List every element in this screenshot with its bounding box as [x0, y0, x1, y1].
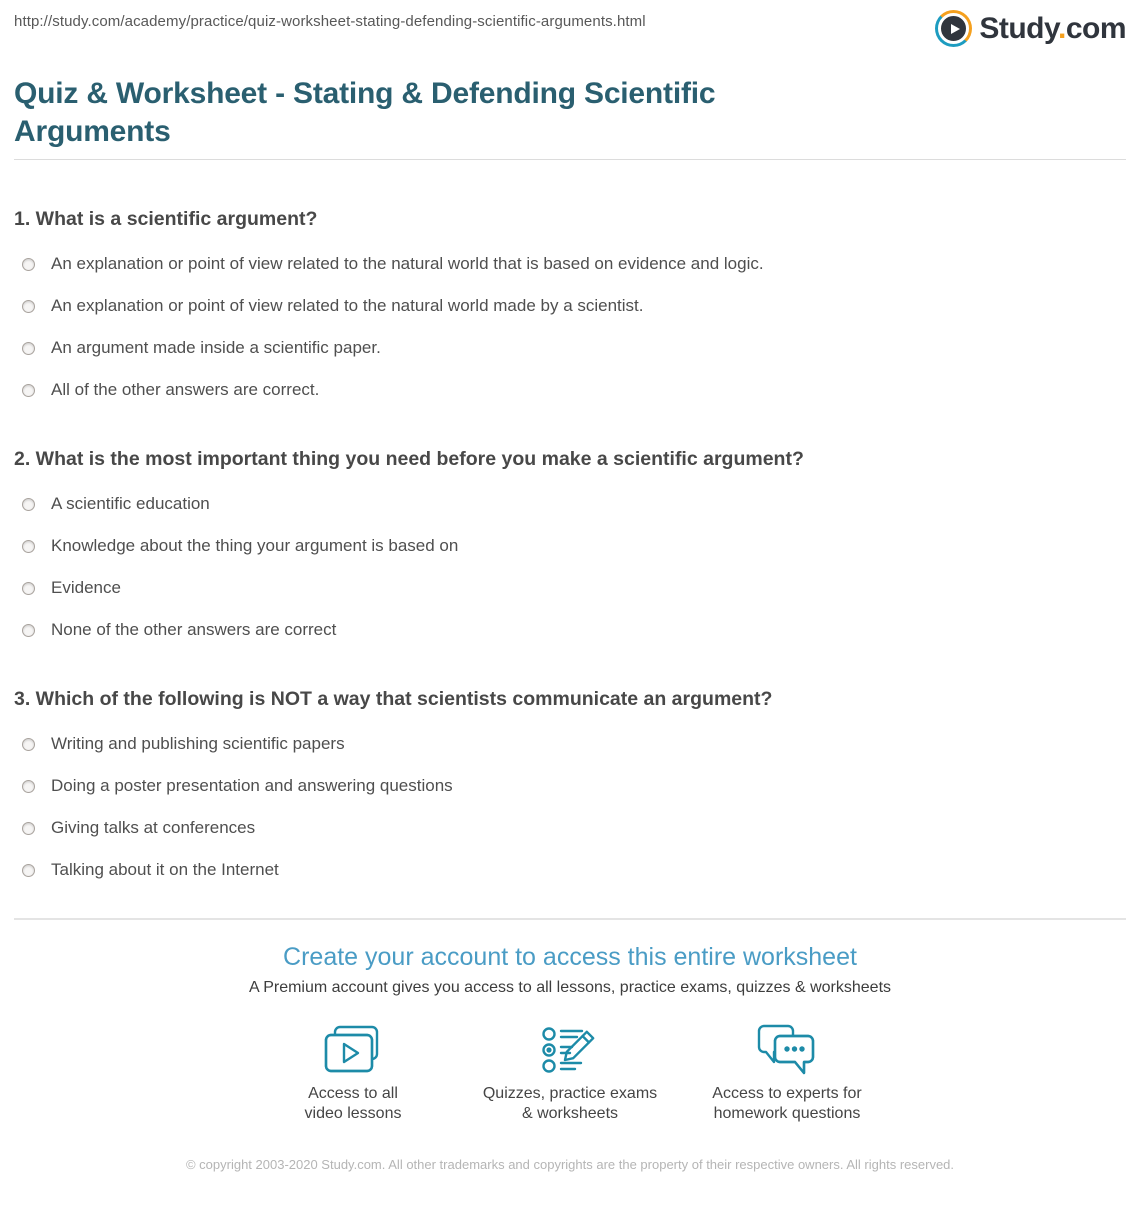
answer-option[interactable] [22, 254, 1126, 274]
feature-list [14, 1024, 1126, 1124]
feature-expert-help [679, 1024, 896, 1124]
studycom-play-icon [935, 10, 972, 47]
radio-button[interactable] [22, 300, 35, 313]
studycom-logo[interactable] [935, 10, 1126, 47]
experts-chat-icon [757, 1024, 817, 1076]
question-2 [14, 446, 1126, 640]
answer-option[interactable] [22, 536, 1126, 556]
answer-option-label: Doing a poster presentation and answering questions [51, 776, 453, 795]
radio-button[interactable] [22, 822, 35, 835]
answer-option-label: Talking about it on the Internet [51, 860, 279, 879]
answer-option-label: An argument made inside a scientific paper. [51, 338, 381, 357]
answer-option-label: A scientific education [51, 494, 210, 513]
radio-button[interactable] [22, 624, 35, 637]
signup-cta-section [14, 942, 1126, 1173]
answer-option[interactable] [22, 734, 1126, 754]
answer-option-label: All of the other answers are correct. [51, 380, 320, 399]
feature-label: Quizzes, practice exams & worksheets [482, 1085, 658, 1122]
answer-option[interactable] [22, 818, 1126, 838]
question-2-title: 2. What is the most important thing you need before you make a scientific argument? [14, 448, 804, 470]
answer-option[interactable] [22, 620, 1126, 640]
cta-heading: Create your account to access this entire worksheet [283, 943, 857, 971]
question-3 [14, 686, 1126, 880]
page-header [14, 0, 1126, 47]
feature-quizzes-worksheets [462, 1024, 679, 1124]
answer-option-label: An explanation or point of view related to the natural world made by a scientist. [51, 296, 644, 315]
question-3-title: 3. Which of the following is NOT a way that scientists communicate an argument? [14, 688, 773, 710]
answer-option[interactable] [22, 776, 1126, 796]
video-lessons-icon [324, 1024, 382, 1076]
answer-option[interactable] [22, 338, 1126, 358]
answer-option-label: None of the other answers are correct [51, 620, 337, 639]
cta-subheading: A Premium account gives you access to all lessons, practice exams, quizzes & worksheets [248, 979, 892, 996]
radio-button[interactable] [22, 384, 35, 397]
copyright-notice: © copyright 2003-2020 Study.com. All other trademarks and copyrights are the property of their respective owners. All rights reserved. [185, 1157, 955, 1172]
question-1 [14, 206, 1126, 400]
answer-option[interactable] [22, 494, 1126, 514]
feature-video-lessons [245, 1024, 462, 1124]
feature-label: Access to experts for homework questions [712, 1085, 862, 1122]
radio-button[interactable] [22, 540, 35, 553]
answer-option[interactable] [22, 296, 1126, 316]
page-title: Quiz & Worksheet - Stating & Defending Scientific Arguments [14, 77, 716, 148]
answer-option-label: Knowledge about the thing your argument is based on [51, 536, 459, 555]
answer-option-label: An explanation or point of view related to the natural world that is based on evidence and logic. [51, 254, 764, 273]
radio-button[interactable] [22, 738, 35, 751]
studycom-logo-text: Study.com [979, 12, 1126, 45]
divider [14, 159, 1126, 160]
answer-option[interactable] [22, 860, 1126, 880]
radio-button[interactable] [22, 498, 35, 511]
radio-button[interactable] [22, 780, 35, 793]
radio-button[interactable] [22, 864, 35, 877]
page-url: http://study.com/academy/practice/quiz-worksheet-stating-defending-scientific-arguments.html [14, 13, 646, 30]
answer-option-label: Evidence [51, 578, 121, 597]
feature-label: Access to all video lessons [304, 1085, 402, 1122]
answer-option[interactable] [22, 380, 1126, 400]
answer-option[interactable] [22, 578, 1126, 598]
radio-button[interactable] [22, 258, 35, 271]
question-1-title: 1. What is a scientific argument? [14, 208, 318, 230]
radio-button[interactable] [22, 342, 35, 355]
answer-option-label: Giving talks at conferences [51, 818, 256, 837]
divider [14, 918, 1126, 920]
answer-option-label: Writing and publishing scientific papers [51, 734, 345, 753]
quizzes-worksheets-icon [541, 1024, 599, 1076]
radio-button[interactable] [22, 582, 35, 595]
